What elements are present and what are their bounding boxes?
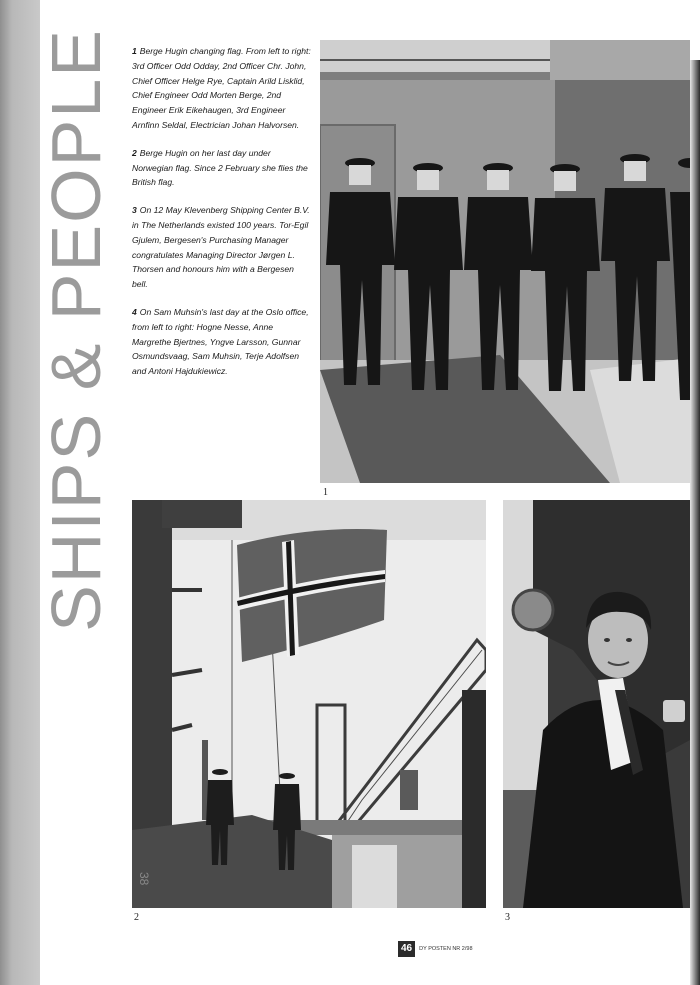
caption-4 <box>132 305 312 379</box>
caption-2 <box>132 146 312 190</box>
publication-name: DY POSTEN NR 2/98 <box>419 946 473 952</box>
caption-number: 2 <box>132 147 137 158</box>
photo-number-1: 1 <box>323 487 328 498</box>
caption-text: Berge Hugin changing flag. From left to right: 3rd Officer Odd Odday, 2nd Officer Chr. John, Chief Officer Helge Rye, Captain Arild Lisklid, Chief Engineer Odd Morten Berge, 2nd Engineer Erik Eikehaugen, 3rd Engineer Arnfinn Seldal, Electrician Johan Halvorsen. <box>132 46 311 130</box>
caption-1 <box>132 44 312 133</box>
photo-flag-on-ship <box>132 500 486 908</box>
caption-text: On 12 May Klevenberg Shipping Center B.V. in The Netherlands existed 100 years. Tor-Egil Gjulem, Bergesen's Purchasing Manager congratulates Managing Director Jørgen L. Thorsen and honours him with a Bergesen bell. <box>132 205 310 290</box>
caption-text: Berge Hugin on her last day under Norwegian flag. Since 2 February she flies the British flag. <box>132 147 308 188</box>
caption-text: On Sam Muhsin's last day at the Oslo office, from left to right: Hogne Nesse, Anne Margrethe Bjertnes, Yngve Larsson, Gunnar Osmundsvaag, Sam Muhsin, Terje Adolfsen and Antoni Hajdukiewicz. <box>132 306 309 377</box>
photo-officers-on-deck <box>320 40 690 483</box>
photo-man-in-suit <box>503 500 690 908</box>
caption-number: 4 <box>132 306 137 317</box>
photo-number-3: 3 <box>505 912 510 923</box>
captions-column <box>132 44 312 392</box>
section-title: SHIPS & PEOPLE <box>37 28 116 632</box>
left-side-bar <box>0 0 40 985</box>
hull-stamp: 38 <box>137 872 151 886</box>
page-binding-shadow <box>690 60 700 985</box>
caption-number: 3 <box>132 205 137 216</box>
caption-number: 1 <box>132 46 137 56</box>
page-number: 46 <box>398 941 415 957</box>
section-title-container <box>37 28 116 632</box>
caption-3 <box>132 203 312 292</box>
page-footer <box>398 941 473 957</box>
photo-number-2: 2 <box>134 912 139 923</box>
